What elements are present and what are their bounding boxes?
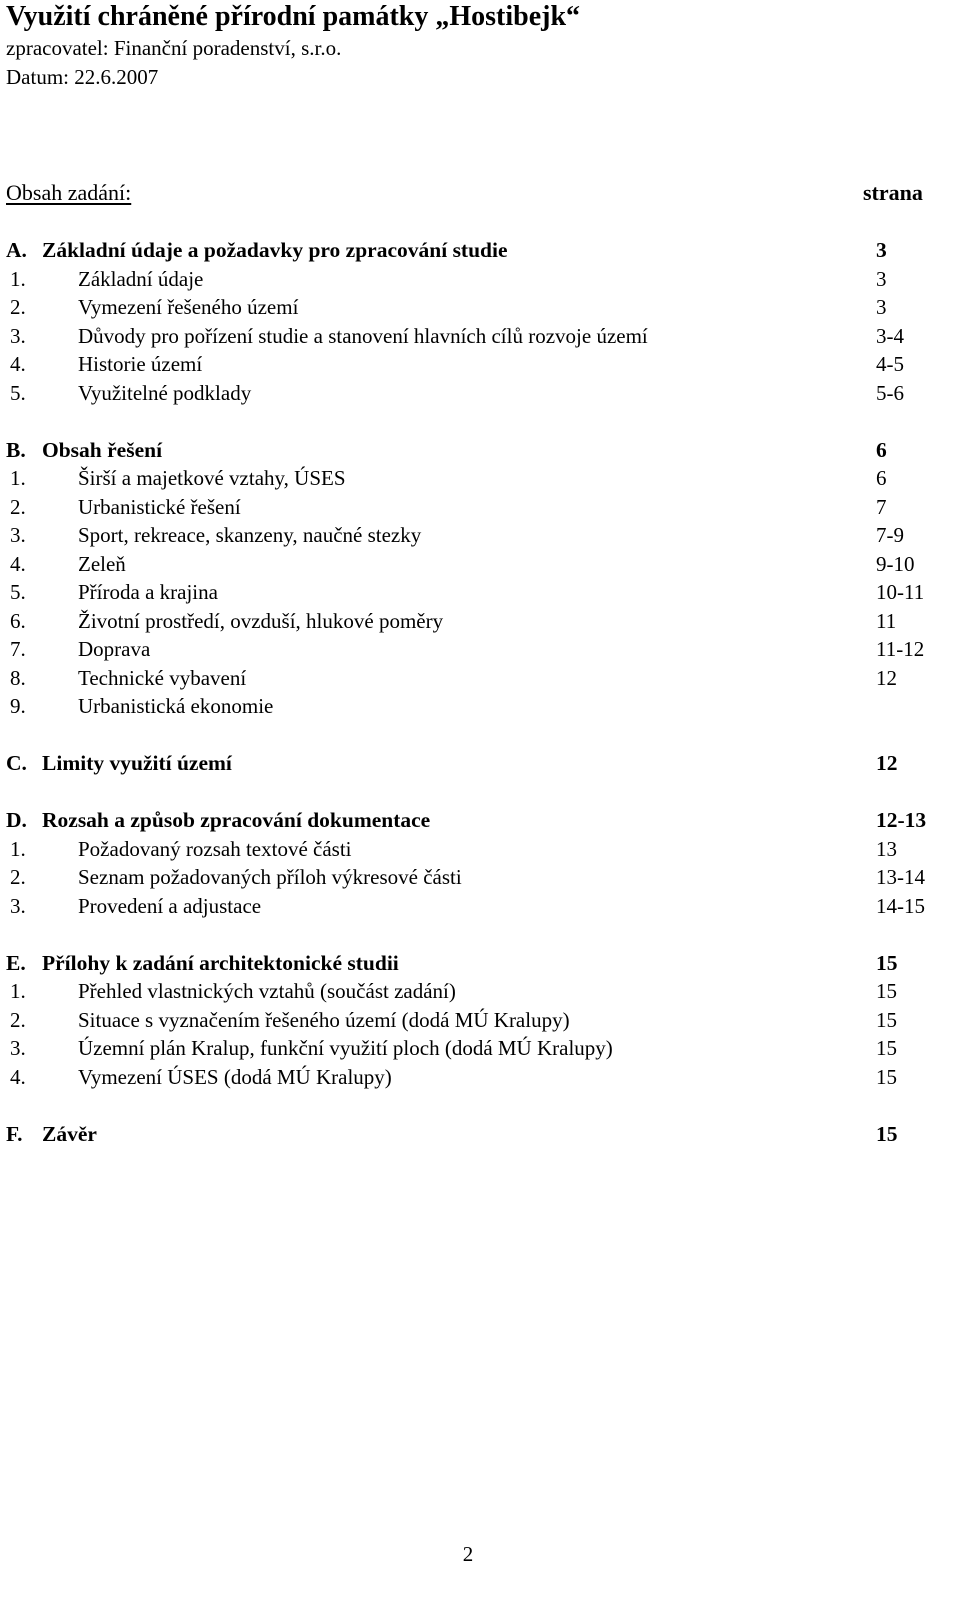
item-title: Situace s vyznačením řešeného území (dodá MÚ Kralupy) [78,1007,570,1032]
author-line: zpracovatel: Finanční poradenství, s.r.o. [6,36,342,60]
item-number: 5. [10,580,26,604]
section-page: 12 [876,751,898,775]
item-title: Seznam požadovaných příloh výkresové části [78,865,462,889]
item-page: 5-6 [876,380,904,405]
toc-sections [6,236,946,1148]
item-page: 7-9 [876,523,904,547]
item-page: 9-10 [876,551,915,576]
toc-item [6,521,946,550]
item-number: 2. [10,494,26,519]
section-page: 15 [876,1121,898,1146]
section-page: 12-13 [876,808,927,832]
toc-item [6,635,946,664]
item-title: Přehled vlastnických vztahů (součást zadání) [78,979,456,1003]
toc-item [6,493,946,522]
toc-item [6,265,946,294]
item-number: 1. [10,266,26,291]
item-title: Příroda a krajina [78,580,218,604]
toc-item [6,835,946,864]
date-line: Datum: 22.6.2007 [6,65,159,89]
item-number: 3. [10,893,26,918]
item-page: 3-4 [876,323,904,348]
section-letter: A. [6,238,27,262]
item-page: 13-14 [876,865,925,889]
item-title: Využitelné podklady [78,380,252,405]
item-number: 3. [10,1036,26,1060]
item-page: 3 [876,295,887,319]
section-title: Rozsah a způsob zpracování dokumentace [42,808,431,832]
item-page: 6 [876,466,887,490]
toc-section [6,749,946,778]
toc-heading-row [6,179,946,207]
item-title: Vymezení ÚSES (dodá MÚ Kralupy) [78,1064,392,1089]
toc-heading: Obsah zadání: [6,180,132,205]
item-page: 4-5 [876,352,904,376]
item-number: 2. [10,865,26,889]
toc-section [6,806,946,920]
section-letter: F. [6,1121,23,1146]
section-title: Přílohy k zadání architektonické studii [42,950,399,975]
item-title: Základní údaje [78,266,204,291]
section-letter: D. [6,808,27,832]
document-title: Využití chráněné přírodní památky „Hostibejk“ [6,1,581,32]
item-page: 13 [876,836,897,861]
toc-item [6,322,946,351]
item-page: 12 [876,665,897,690]
toc-section-entry [6,1120,946,1149]
toc-section-entry [6,749,946,778]
toc-item [6,607,946,636]
toc-item [6,863,946,892]
item-number: 4. [10,551,26,576]
toc-item [6,350,946,379]
toc-item [6,379,946,408]
item-title: Technické vybavení [78,665,247,690]
document-header [6,0,946,92]
item-title: Urbanistická ekonomie [78,694,274,718]
item-title: Širší a majetkové vztahy, ÚSES [78,466,346,490]
toc-section-entry [6,806,946,835]
toc-item [6,1063,946,1092]
item-title: Životní prostředí, ovzduší, hlukové poměry [78,608,444,633]
item-title: Doprava [78,637,151,661]
toc-item [6,293,946,322]
section-title: Závěr [42,1121,97,1146]
item-number: 6. [10,608,26,633]
page-number: 2 [462,1542,474,1566]
toc-item [6,692,946,721]
toc-item [6,550,946,579]
section-page: 3 [876,238,887,262]
toc-item [6,1006,946,1035]
item-title: Vymezení řešeného území [78,295,299,319]
section-title: Obsah řešení [42,437,163,462]
toc-item [6,464,946,493]
item-title: Zeleň [78,551,126,576]
item-title: Urbanistické řešení [78,494,241,519]
table-of-contents [6,179,946,1177]
item-title: Požadovaný rozsah textové části [78,836,352,861]
toc-item [6,578,946,607]
toc-section [6,949,946,1092]
item-number: 4. [10,1064,26,1089]
item-page: 7 [876,494,887,519]
item-number: 5. [10,380,26,405]
item-number: 1. [10,466,26,490]
item-title: Historie území [78,352,203,376]
toc-section [6,436,946,721]
item-page: 14-15 [876,893,925,918]
item-page: 10-11 [876,580,925,604]
item-page: 15 [876,979,897,1003]
section-page: 6 [876,437,887,462]
item-page: 3 [876,266,887,291]
item-page: 11 [876,608,897,633]
section-letter: B. [6,437,26,462]
item-number: 7. [10,637,26,661]
item-number: 3. [10,523,26,547]
section-title: Limity využití území [42,751,232,775]
item-title: Sport, rekreace, skanzeny, naučné stezky [78,523,422,547]
item-number: 1. [10,979,26,1003]
toc-item [6,892,946,921]
item-number: 1. [10,836,26,861]
section-title: Základní údaje a požadavky pro zpracování studie [42,238,508,262]
item-title: Provedení a adjustace [78,893,262,918]
page-column-label: strana [863,180,923,205]
section-page: 15 [876,950,898,975]
item-number: 8. [10,665,26,690]
toc-section [6,236,946,407]
toc-item [6,664,946,693]
item-number: 2. [10,295,26,319]
toc-section-entry [6,236,946,265]
item-number: 4. [10,352,26,376]
toc-section [6,1120,946,1149]
item-page: 15 [876,1036,897,1060]
item-page: 11-12 [876,637,925,661]
item-title: Důvody pro pořízení studie a stanovení hlavních cílů rozvoje území [78,323,648,348]
section-letter: C. [6,751,27,775]
toc-item [6,1034,946,1063]
toc-item [6,977,946,1006]
item-number: 3. [10,323,26,348]
section-letter: E. [6,950,26,975]
item-number: 2. [10,1007,26,1032]
item-number: 9. [10,694,26,718]
item-page: 15 [876,1064,897,1089]
toc-section-entry [6,949,946,978]
item-page: 15 [876,1007,897,1032]
item-title: Územní plán Kralup, funkční využití ploch (dodá MÚ Kralupy) [78,1036,613,1060]
toc-section-entry [6,436,946,465]
